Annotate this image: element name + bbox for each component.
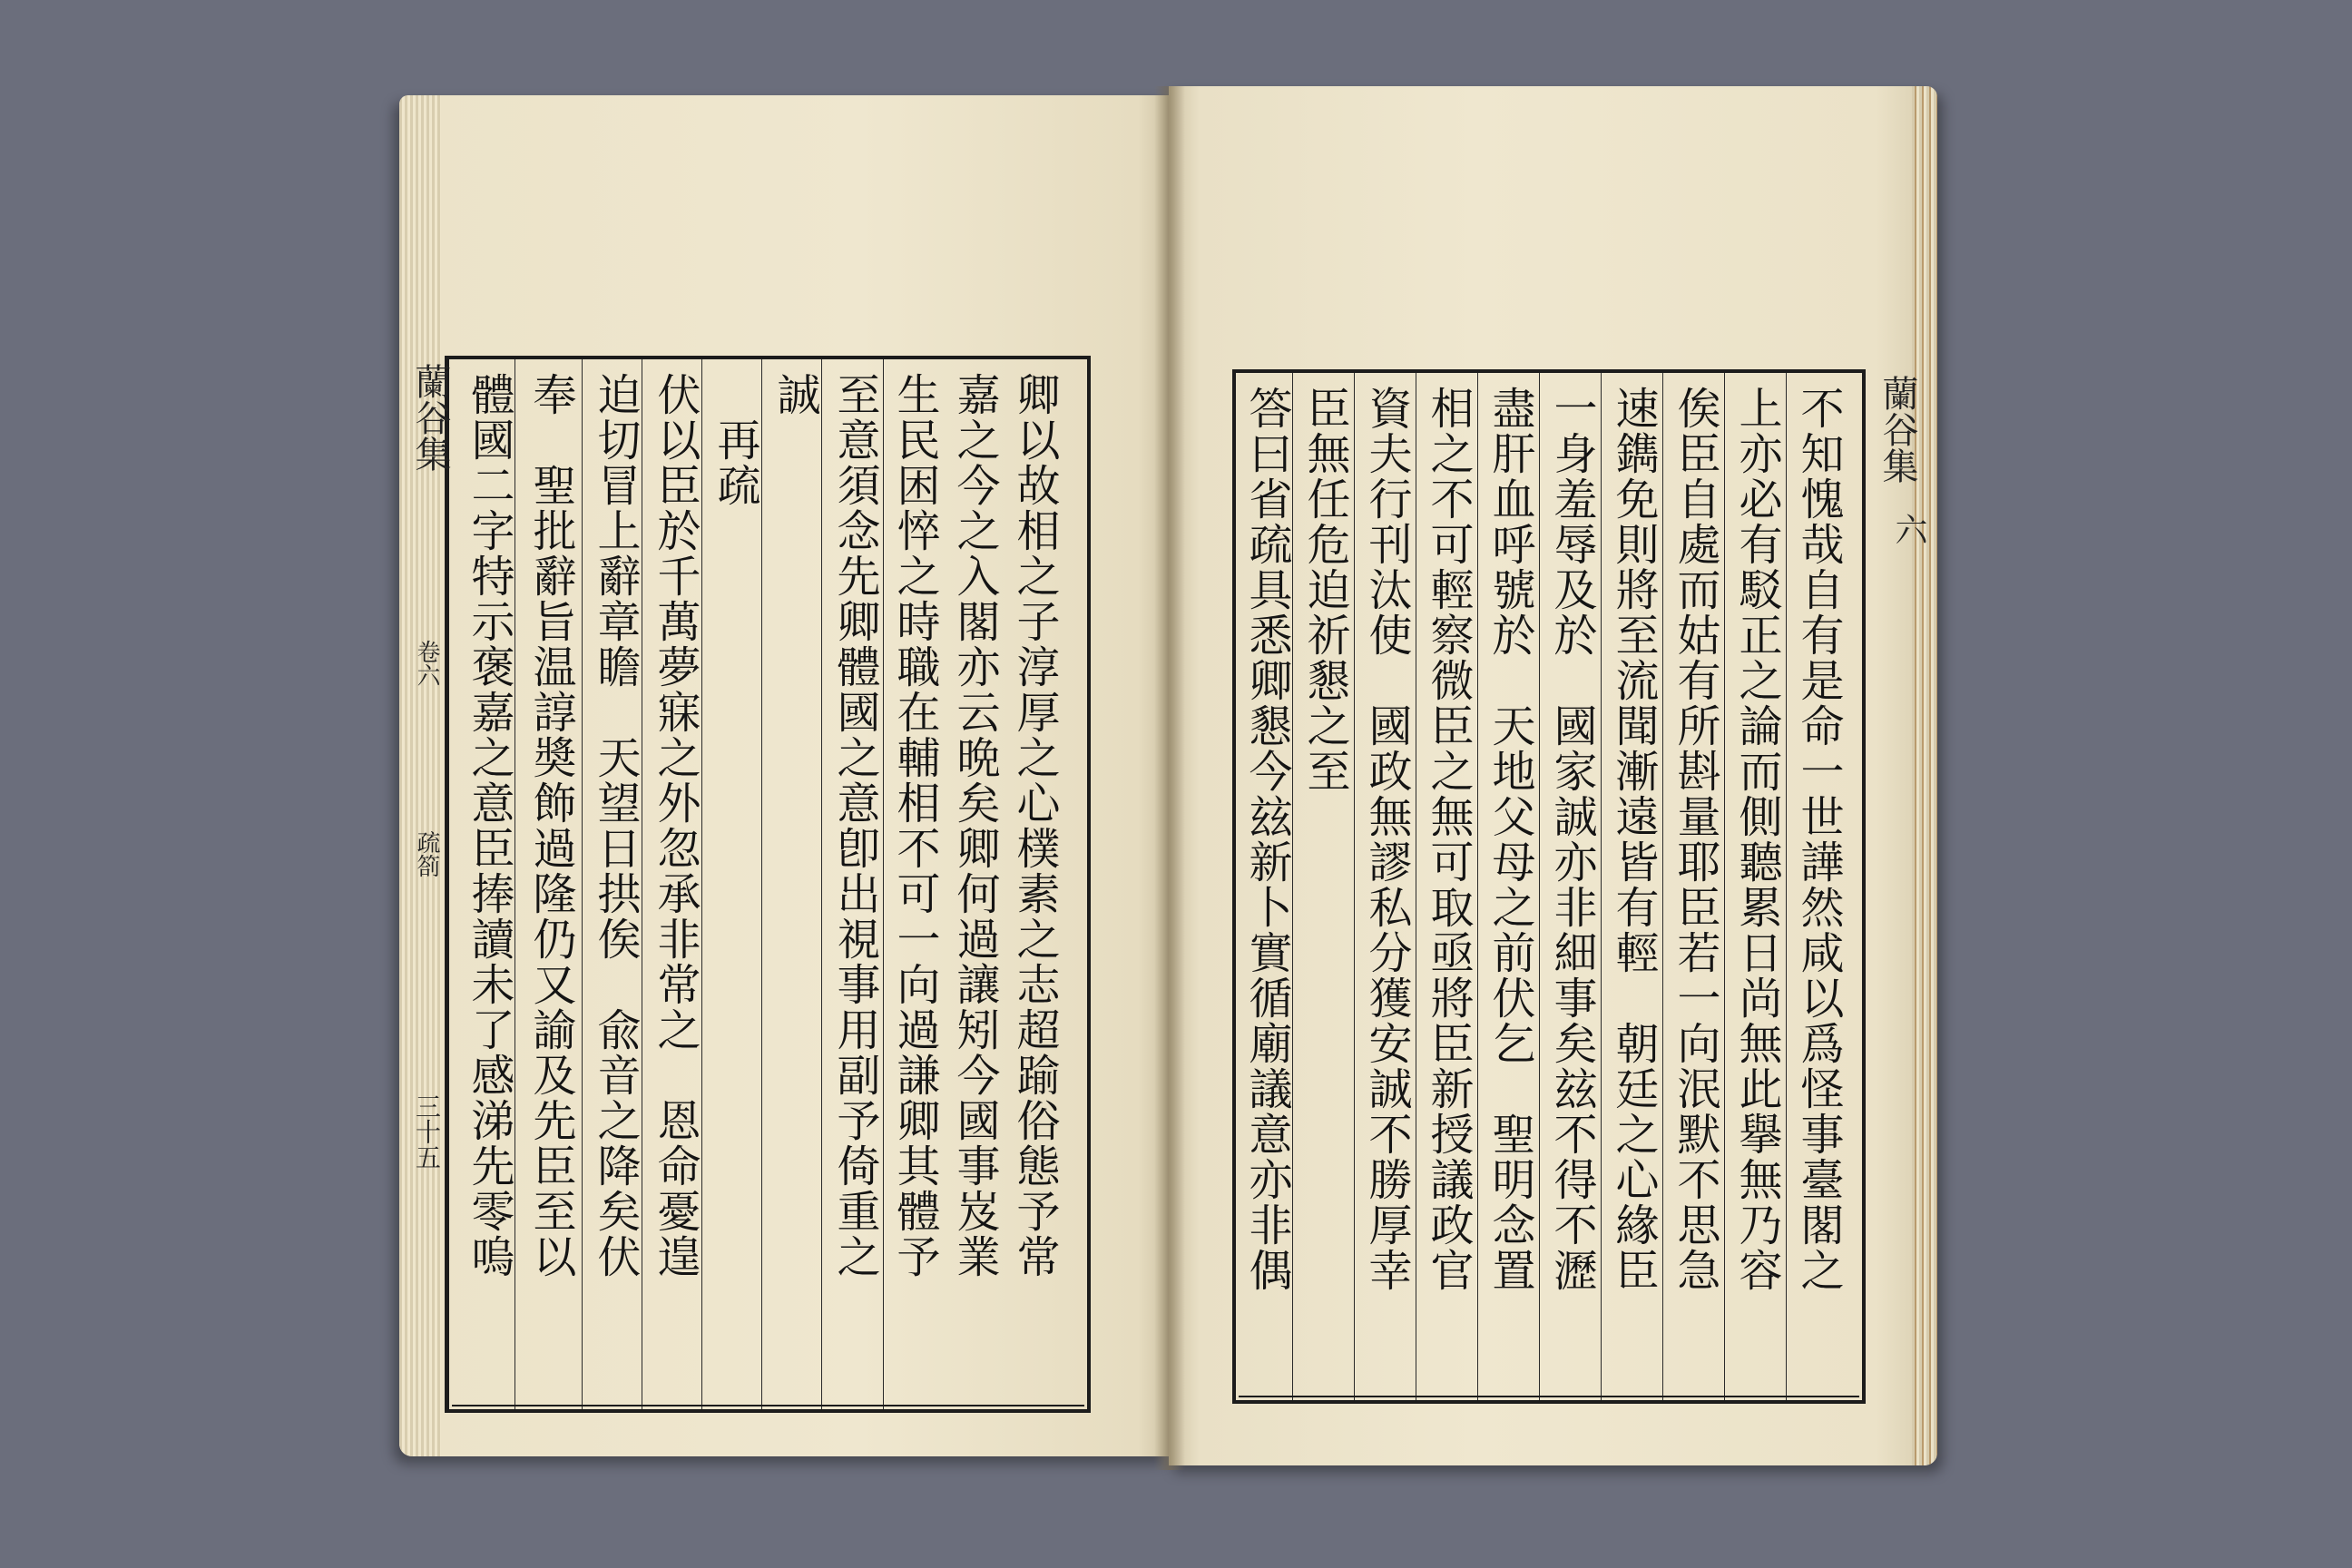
text-column: 卿以故相之子淳厚之心樸素之志超踰俗態予常 <box>1009 372 1060 1279</box>
volume-label: 卷六 <box>413 640 440 687</box>
text-column: 臣無任危迫祈懇之至 <box>1299 386 1350 794</box>
text-column: 速鐫免則將至流聞漸遠皆有輕 朝廷之心緣臣 <box>1608 386 1659 1293</box>
text-column: 誠 <box>769 372 820 417</box>
text-column: 嘉之今之入閣亦云晩矣卿何過讓矧今國事岌業 <box>949 372 1000 1279</box>
right-page <box>1169 86 1937 1465</box>
right-text-frame <box>1232 369 1866 1404</box>
page-edges-right <box>1912 86 1937 1465</box>
text-column: 資夫行刊汰使 國政無謬私分獲安誠不勝厚幸 <box>1361 386 1412 1293</box>
text-column: 俟臣自處而姑有所斟量耶臣若一向泯默不思急 <box>1670 386 1720 1293</box>
margin-title: 蘭谷集 <box>409 363 451 472</box>
text-column: 盡肝血呼號於 天地父母之前伏乞 聖明念置 <box>1485 386 1535 1293</box>
text-column: 伏以臣於千萬夢寐之外忽承非常之 恩命憂遑 <box>650 372 701 1279</box>
text-column: 答曰省疏具悉卿懇今玆新卜實循廟議意亦非偶 <box>1241 386 1292 1293</box>
text-column: 一身羞辱及於 國家誠亦非細事矣玆不得不瀝 <box>1546 386 1597 1293</box>
section-label: 疏箚 <box>413 830 440 877</box>
section-heading: 再疏 <box>710 372 760 508</box>
text-column: 至意須念先卿體國之意卽出視事用副予倚重之 <box>829 372 880 1279</box>
page-number: 三十五 <box>412 1093 442 1170</box>
page-edges-left <box>399 95 441 1456</box>
text-column: 迫切冒上辭章瞻 天望日拱俟 兪音之降矣伏 <box>590 372 641 1279</box>
left-page <box>399 95 1169 1456</box>
left-text-frame <box>445 356 1091 1413</box>
text-column: 相之不可輕察微臣之無可取亟將臣新授議政官 <box>1423 386 1474 1293</box>
text-column: 上亦必有駁正之論而側聽累日尚無此擧無乃容 <box>1731 386 1782 1293</box>
text-column: 體國二字特示褒嘉之意臣捧讀未了感涕先零嗚 <box>464 372 514 1279</box>
text-column: 奉 聖批辭旨温諄奬飾過隆仍又諭及先臣至以 <box>525 372 576 1279</box>
volume-label: 六 <box>1890 513 1927 545</box>
text-column: 不知愧哉自有是命一世譁然咸以爲怪事臺閣之 <box>1793 386 1844 1293</box>
open-book <box>399 86 1937 1479</box>
margin-title: 蘭谷集 <box>1877 375 1918 484</box>
text-column: 生民困悴之時職在輔相不可一向過謙卿其體予 <box>889 372 940 1279</box>
book-gutter <box>1154 86 1185 1470</box>
